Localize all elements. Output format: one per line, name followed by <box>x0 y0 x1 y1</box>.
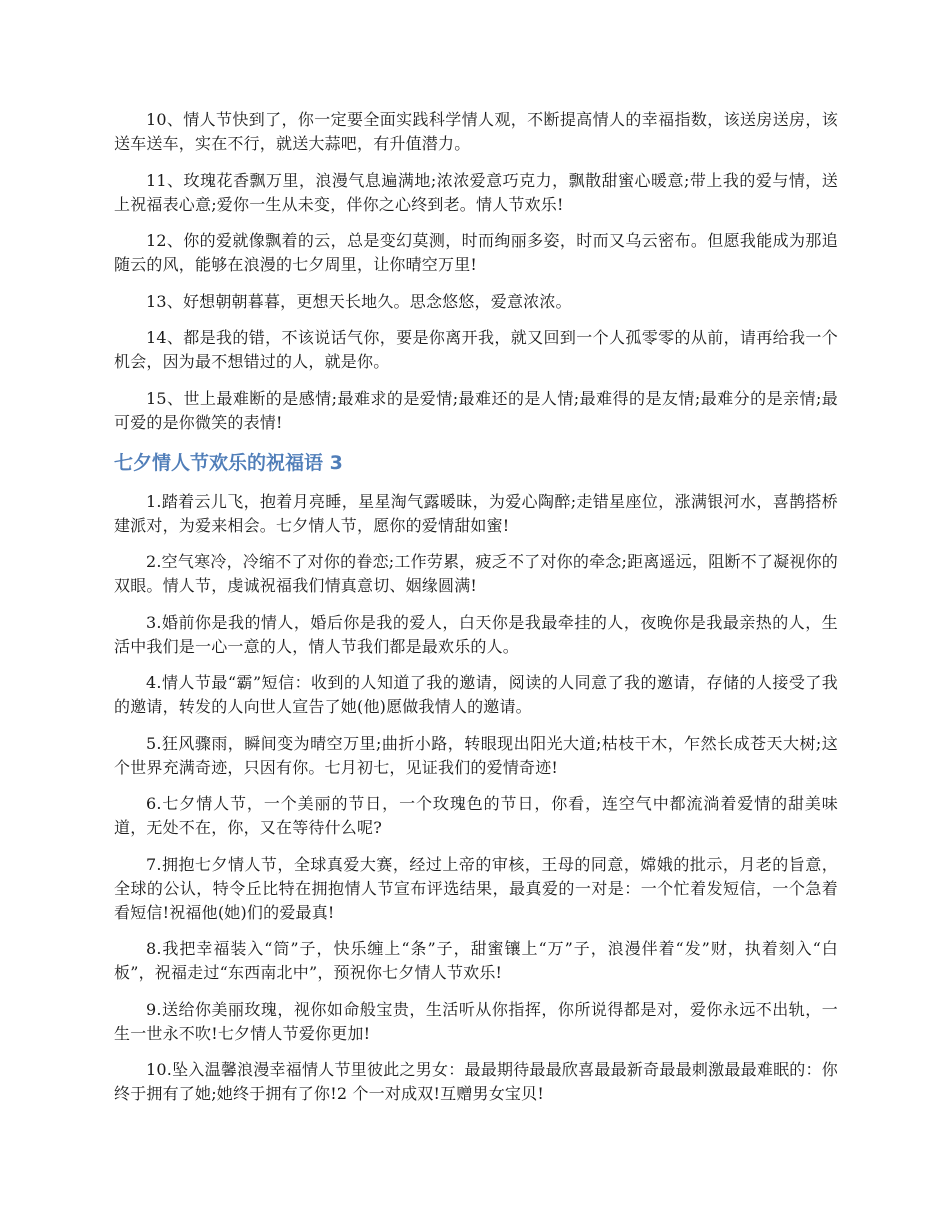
wish-9: 9.送给你美丽玫瑰，视你如命般宝贵，生活听从你指挥，你所说得都是对，爱你永远不出轨，一生一世永不吹!七夕情人节爱你更加! <box>114 999 838 1043</box>
section-heading: 七夕情人节欢乐的祝福语 3 <box>114 451 343 474</box>
wish-5: 5.狂风骤雨，瞬间变为晴空万里;曲折小路，转眼现出阳光大道;枯枝干木，乍然长成苍天大树;这个世界充满奇迹，只因有你。七月初七，见证我们的爱情奇迹! <box>114 733 838 777</box>
paragraph-15: 15、世上最难断的是感情;最难求的是爱情;最难还的是人情;最难得的是友情;最难分的是亲情;最可爱的是你微笑的表情! <box>114 388 838 432</box>
wish-3: 3.婚前你是我的情人，婚后你是我的爱人，白天你是我最牵挂的人，夜晚你是我最亲热的人，生活中我们是一心一意的人，情人节我们都是最欢乐的人。 <box>114 612 838 656</box>
paragraph-13: 13、好想朝朝暮暮，更想天长地久。思念悠悠，爱意浓浓。 <box>146 291 572 311</box>
wish-4: 4.情人节最“霸”短信：收到的人知道了我的邀请，阅读的人同意了我的邀请，存储的人接受了我的邀请，转发的人向世人宣告了她(他)愿做我情人的邀请。 <box>114 673 838 716</box>
wish-10: 10.坠入温馨浪漫幸福情人节里彼此之男女：最最期待最最欣喜最最新奇最最刺激最最难眠的：你终于拥有了她;她终于拥有了你!2 个一对成双!互赠男女宝贝! <box>114 1060 838 1103</box>
paragraph-12: 12、你的爱就像飘着的云，总是变幻莫测，时而绚丽多姿，时而又乌云密布。但愿我能成为那追随云的风，能够在浪漫的七夕周里，让你晴空万里! <box>114 231 838 274</box>
wish-1: 1.踏着云儿飞，抱着月亮睡，星星淘气露暖昧，为爱心陶醉;走错星座位，涨满银河水，喜鹊搭桥建派对，为爱来相会。七夕情人节，愿你的爱情甜如蜜! <box>114 491 838 535</box>
wish-8: 8.我把幸福装入“筒”子，快乐缠上“条”子，甜蜜镶上“万”子，浪漫伴着“发”财，执着刻入“白板”，祝福走过“东西南北中”，预祝你七夕情人节欢乐! <box>114 939 838 982</box>
document-page <box>114 108 838 1119</box>
paragraph-11: 11、玫瑰花香飘万里，浪漫气息遍满地;浓浓爱意巧克力，飘散甜蜜心暖意;带上我的爱与情，送上祝福表心意;爱你一生从未变，伴你之心终到老。情人节欢乐! <box>114 170 838 214</box>
wish-6: 6.七夕情人节，一个美丽的节日，一个玫瑰色的节日，你看，连空气中都流淌着爱情的甜美味道，无处不在，你，又在等待什么呢? <box>114 794 838 837</box>
paragraph-10: 10、情人节快到了，你一定要全面实践科学情人观，不断提高情人的幸福指数，该送房送房，该送车送车，实在不行，就送大蒜吧，有升值潜力。 <box>114 110 838 153</box>
wish-7: 7.拥抱七夕情人节，全球真爱大赛，经过上帝的审核，王母的同意，嫦娥的批示，月老的旨意，全球的公认，特令丘比特在拥抱情人节宣布评选结果，最真爱的一对是：一个忙着发短信，一个急着看短信!祝福他(她)们的爱最真! <box>114 854 838 922</box>
paragraph-14: 14、都是我的错，不该说话气你，要是你离开我，就又回到一个人孤零零的从前，请再给我一个机会，因为最不想错过的人，就是你。 <box>114 328 838 371</box>
wish-2: 2.空气寒冷，冷缩不了对你的眷恋;工作劳累，疲乏不了对你的牵念;距离遥远，阻断不了凝视你的双眼。情人节，虔诚祝福我们情真意切、姻缘圆满! <box>114 552 838 595</box>
